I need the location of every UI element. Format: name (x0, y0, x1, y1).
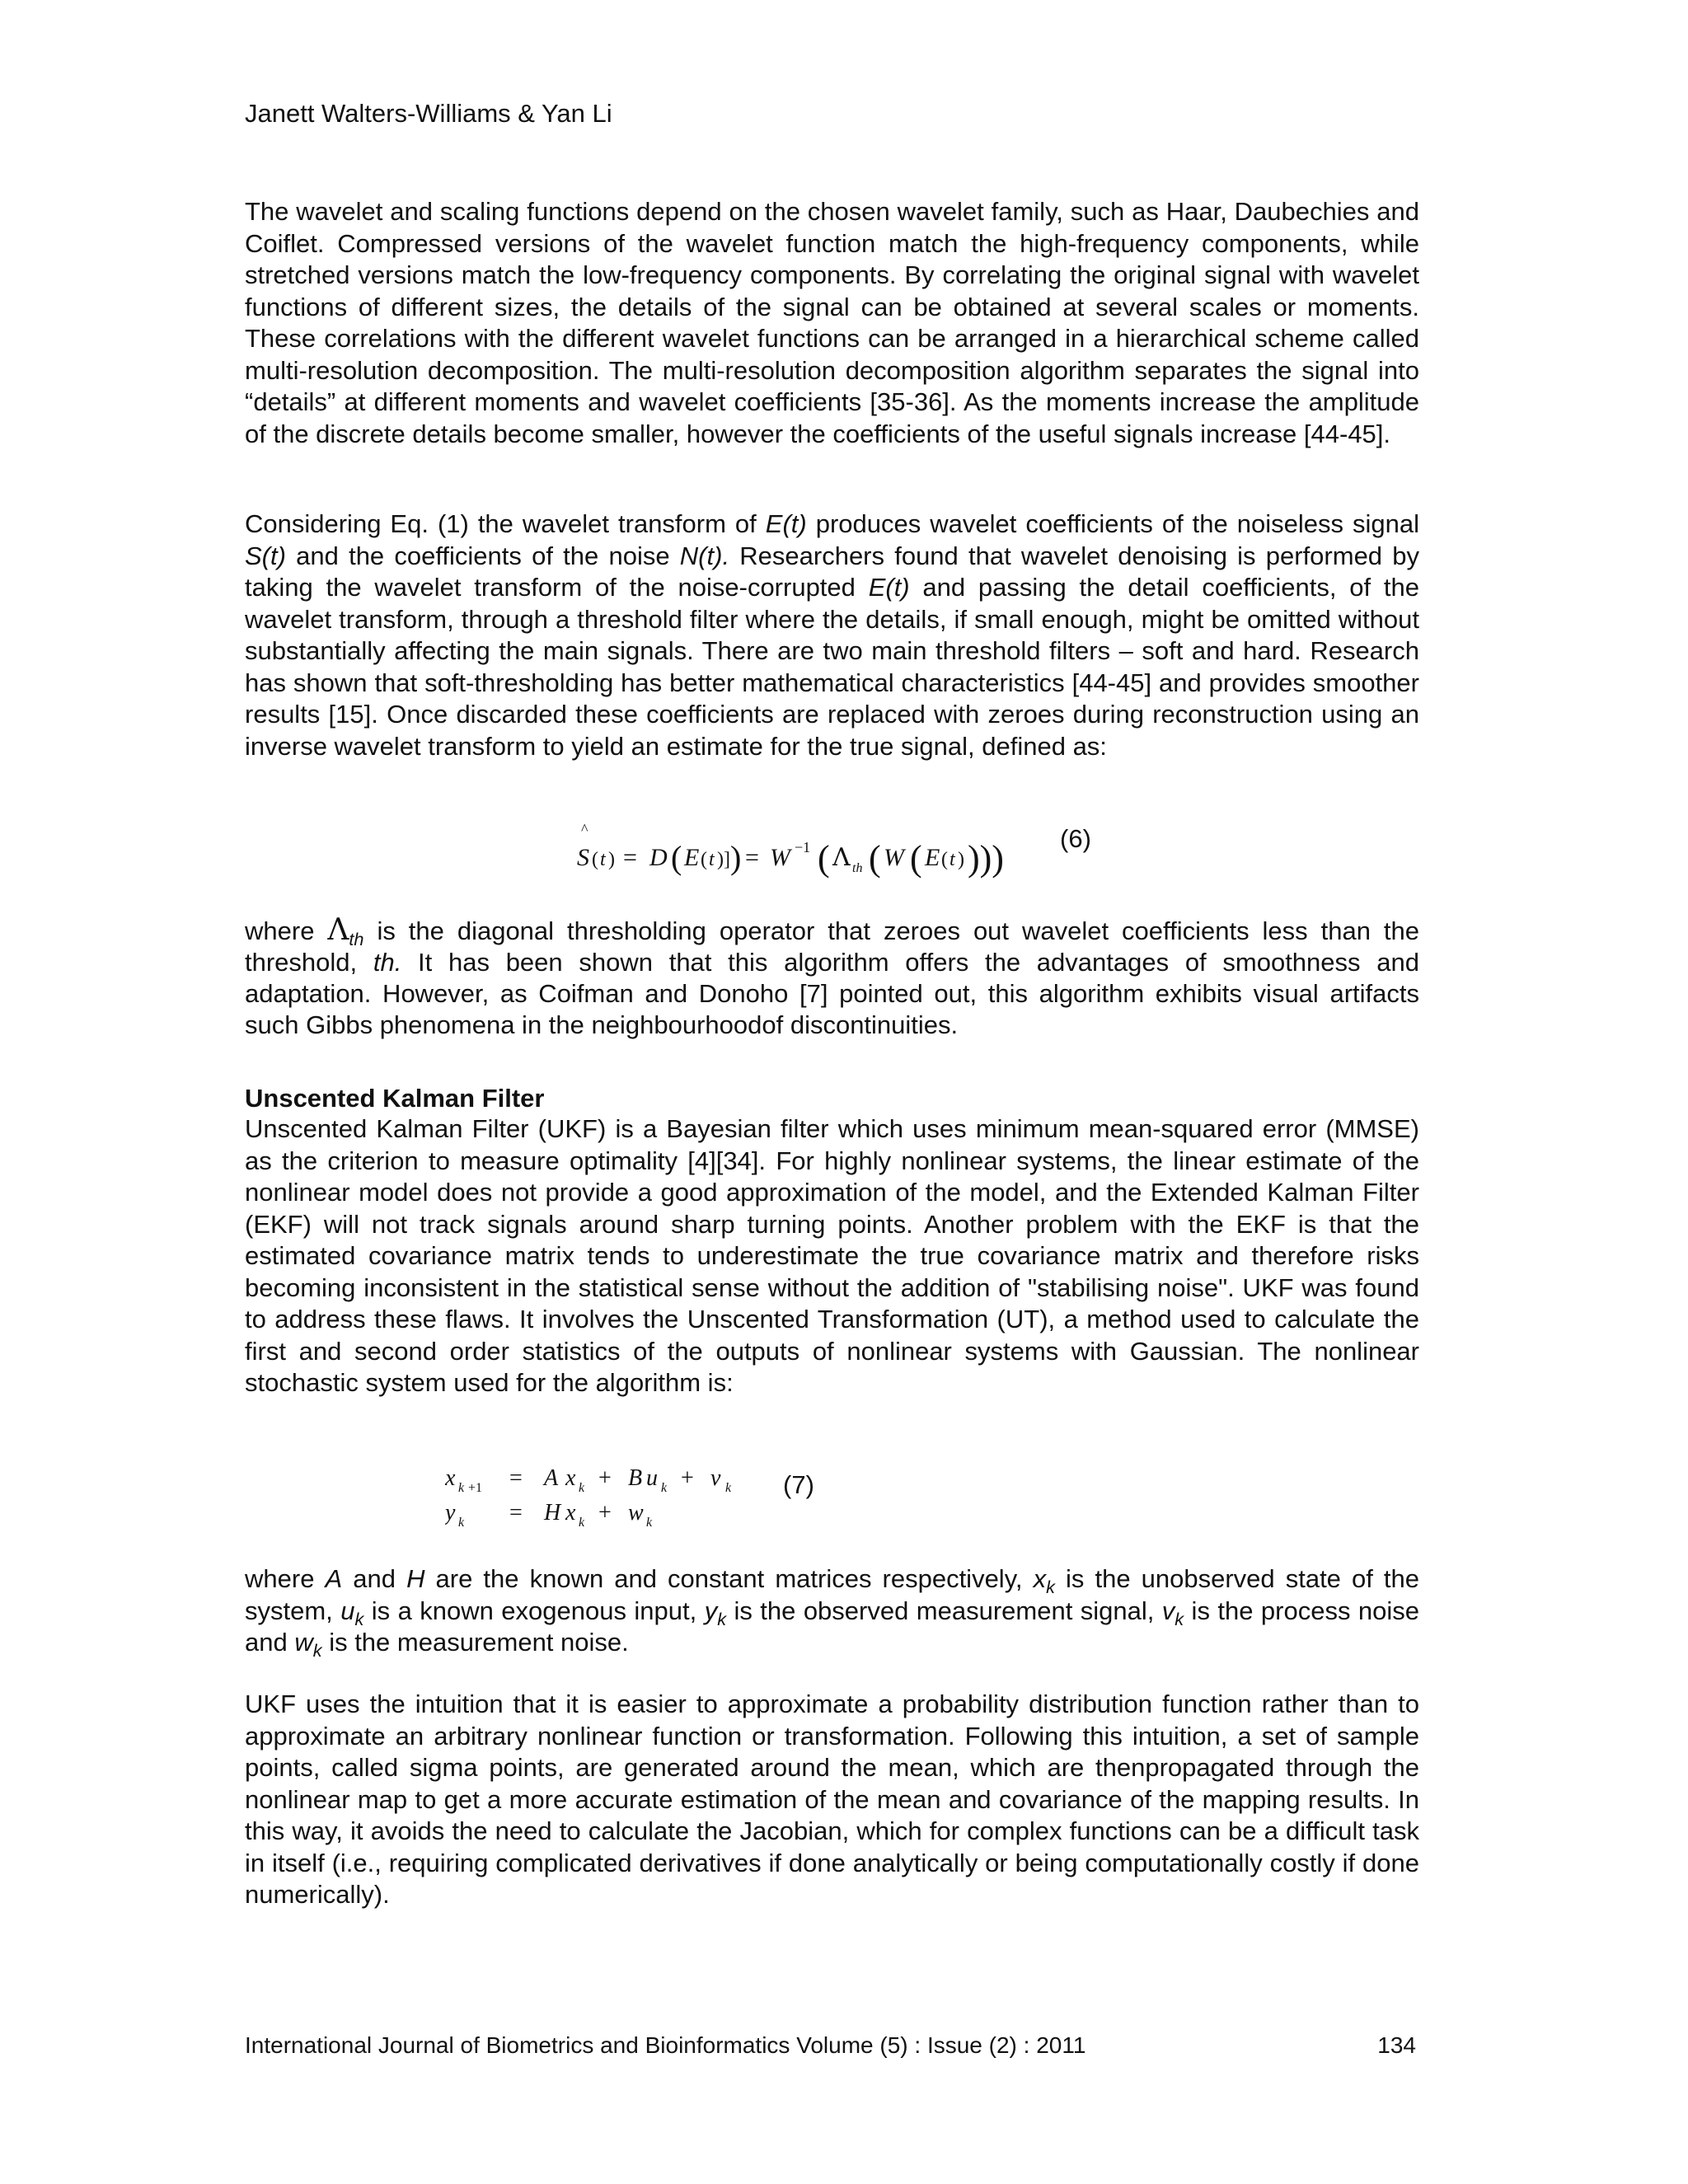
svg-text:k: k (458, 1481, 465, 1495)
svg-text:(: ( (671, 839, 682, 876)
equation-6-formula (577, 824, 1088, 882)
svg-text:): ) (730, 839, 742, 876)
svg-text:x: x (565, 1465, 576, 1491)
svg-text:Λ: Λ (832, 843, 851, 872)
footer-page-number: 134 (1377, 2032, 1416, 2058)
svg-text:k: k (579, 1481, 585, 1495)
svg-text:+: + (598, 1500, 612, 1526)
svg-text:y: y (445, 1500, 456, 1526)
svg-text:k: k (646, 1516, 653, 1530)
svg-text:=: = (745, 844, 759, 871)
paragraph-thresholding-operator: where $\Lambda_{th}$ is the diagonal thresholding operator that zeroes out wavelet coefficients less than the threshold, th. It has been shown that this algorithm offers the advantages of smoothness and adaptation. However, as Coifman and Donoho [7] pointed out, this algorithm exhibits visual artifacts such Gibbs phenomena in the neighbourhoodof discontinuities. (245, 913, 1419, 1039)
svg-text:x: x (445, 1465, 456, 1491)
svg-text:(: ( (869, 838, 881, 879)
svg-text:w: w (628, 1500, 644, 1526)
svg-text:th: th (852, 861, 863, 875)
svg-text:x: x (565, 1500, 576, 1526)
paragraph-system-variables: where A and H are the known and constant matrices respectively, $x_k$ is the unobserved state of the system, $u_k$ is a known exogenous input, $y_k$ is the observed measurement signal, $v_k$ is the process noise and $w_k$ is the measurement noise. (245, 1564, 1420, 1661)
paragraph-wavelet-functions: The wavelet and scaling functions depend on the chosen wavelet family, such as Haar, Daubechies and Coiflet. Compressed versions of the wavelet function match the high-frequency components, while stretched versions match the low-frequency components. By correlating the original signal with wavelet functions of different sizes, the details of the signal can be obtained at several scales or moments. These correlations with the different wavelet functions can be arranged in a hierarchical scheme called multi-resolution decomposition. The multi-resolution decomposition algorithm separates the signal into “details” at different moments and wavelet coefficients [35-36]. As the moments increase the amplitude of the discrete details become smaller, however the coefficients of the useful signals increase [44-45]. (245, 197, 1419, 448)
svg-text:=: = (509, 1500, 523, 1526)
svg-text:): ) (608, 849, 615, 870)
equation-6-number: (6) (1060, 824, 1091, 853)
svg-text:+: + (681, 1465, 694, 1491)
svg-text:(: ( (910, 838, 922, 879)
svg-text:=: = (509, 1465, 523, 1491)
equation-7-number: (7) (783, 1470, 814, 1499)
section-heading-ukf: Unscented Kalman Filter (245, 1084, 545, 1113)
svg-text:(: ( (941, 849, 948, 870)
svg-text:))): ))) (968, 838, 1004, 879)
svg-text:t: t (950, 849, 955, 870)
svg-text:+: + (598, 1465, 612, 1491)
svg-text:^: ^ (581, 824, 588, 837)
svg-text:B: B (628, 1465, 643, 1491)
svg-text:t: t (709, 849, 715, 870)
svg-text:k: k (458, 1516, 465, 1530)
svg-text:+1: +1 (468, 1481, 483, 1495)
equation-6 (577, 824, 1154, 882)
svg-text:u: u (646, 1465, 658, 1491)
svg-text:=: = (623, 844, 637, 871)
svg-text:k: k (579, 1516, 585, 1530)
svg-text:k: k (725, 1481, 732, 1495)
equation-7 (445, 1460, 874, 1543)
equation-7-formula (445, 1460, 783, 1543)
svg-text:)]: )] (717, 849, 730, 870)
svg-text:t: t (600, 849, 606, 870)
svg-text:H: H (544, 1500, 561, 1526)
svg-text:k: k (661, 1481, 668, 1495)
svg-text:W: W (770, 844, 790, 871)
svg-text:(: ( (818, 838, 830, 879)
svg-text:): ) (958, 849, 964, 870)
svg-text:D: D (649, 844, 668, 871)
svg-text:W: W (884, 844, 904, 871)
svg-text:S: S (577, 844, 589, 871)
svg-text:v: v (710, 1465, 721, 1491)
paragraph-ukf-intro: Unscented Kalman Filter (UKF) is a Bayesian filter which uses minimum mean-squared error (MMSE) as the criterion to measure optimality [4][34]. For highly nonlinear systems, the linear estimate of the nonlinear model does not provide a good approximation of the model, and the Extended Kalman Filter (EKF) will not track signals around sharp turning points. Another problem with the EKF is that the estimated covariance matrix tends to underestimate the true covariance matrix and therefore risks becoming inconsistent in the statistical sense without the addition of "stabilising noise". UKF was found to address these flaws. It involves the Unscented Transformation (UT), a method used to calculate the first and second order statistics of the outputs of nonlinear systems with Gaussian. The nonlinear stochastic system used for the algorithm is: (245, 1114, 1419, 1397)
svg-text:−1: −1 (795, 839, 811, 855)
svg-text:E: E (684, 844, 700, 871)
footer-journal: International Journal of Biometrics and Bioinformatics Volume (5) : Issue (2) : 2011 (245, 2032, 1086, 2058)
paragraph-wavelet-denoising: Considering Eq. (1) the wavelet transform of E(t) produces wavelet coefficients of the noiseless signal S(t) and the coefficients of the noise N(t). Researchers found that wavelet denoising is performed by taking the wavelet transform of the noise-corrupted E(t) and passing the detail coefficients, of the wavelet transform, through a threshold filter where the details, if small enough, might be omitted without substantially affecting the main signals. There are two main threshold filters – soft and hard. Research has shown that soft-thresholding has better mathematical characteristics [44-45] and provides smoother results [15]. Once discarded these coefficients are replaced with zeroes during reconstruction using an inverse wavelet transform to yield an estimate for the true signal, defined as: (245, 509, 1419, 761)
svg-text:(: ( (592, 849, 598, 870)
svg-text:E: E (925, 844, 940, 871)
paragraph-ukf-intuition: UKF uses the intuition that it is easier to approximate a probability distribution function rather than to approximate an arbitrary nonlinear function or transformation. Following this intuition, a set of sample points, called sigma points, are generated around the mean, which are thenpropagated through the nonlinear map to get a more accurate estimation of the mean and covariance of the mapping results. In this way, it avoids the need to calculate the Jacobian, which for complex functions can be a difficult task in itself (i.e., requiring complicated derivatives if done analytically or being computationally costly if done numerically). (245, 1690, 1419, 1909)
svg-text:(: ( (701, 849, 707, 870)
svg-text:A: A (544, 1465, 559, 1491)
running-header: Janett Walters-Williams & Yan Li (245, 99, 612, 128)
